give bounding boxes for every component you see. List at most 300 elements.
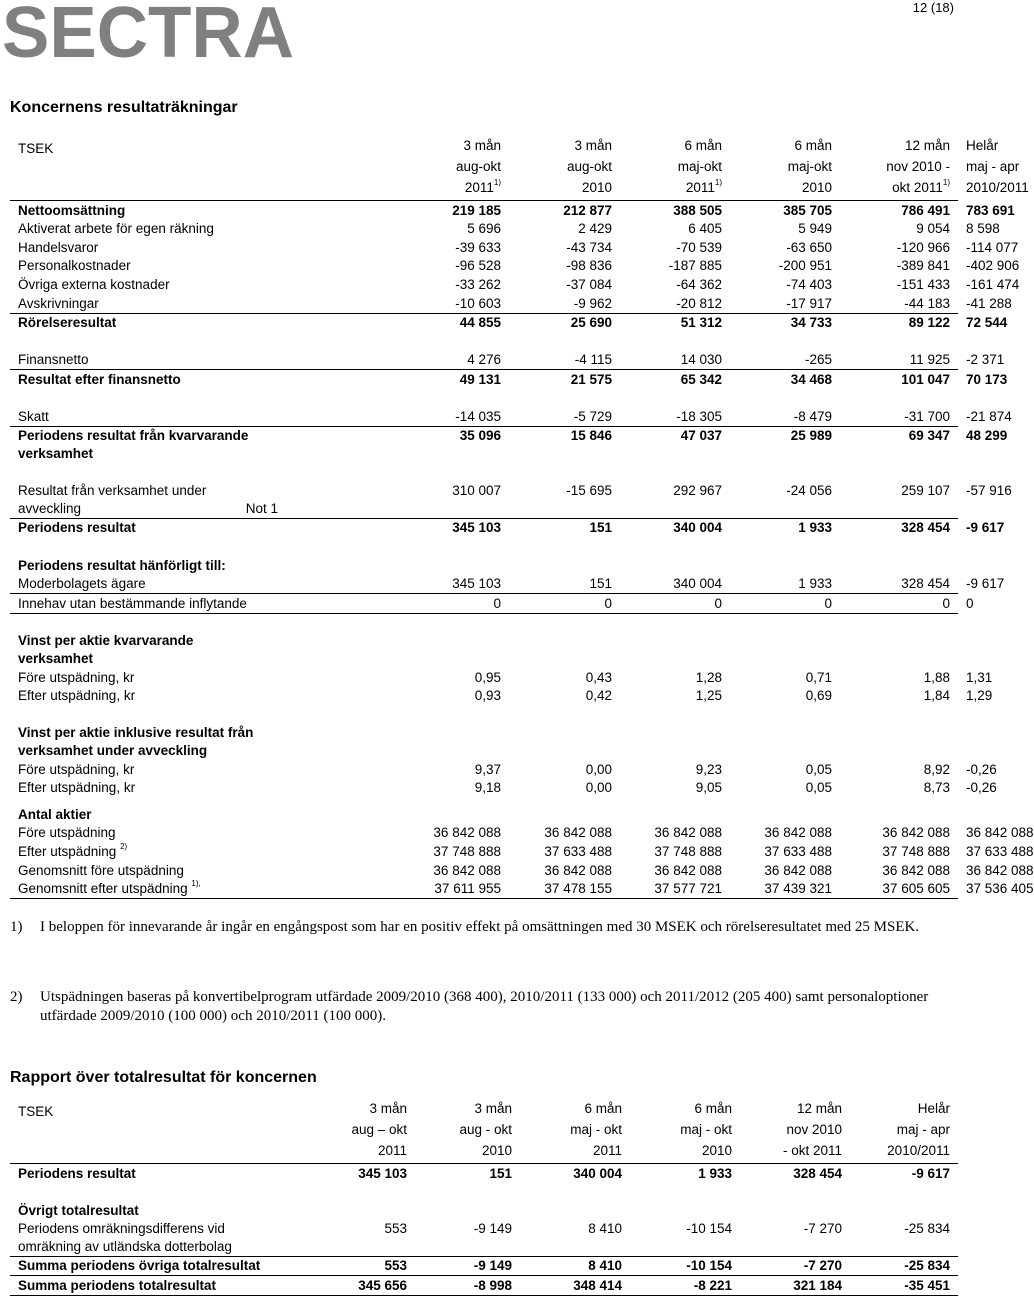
footnote-ref: 2) xyxy=(120,842,128,852)
column-header xyxy=(630,1100,740,1121)
value-cell: 1 933 xyxy=(730,575,840,594)
spacer-cell xyxy=(10,389,958,408)
value-cell: 37 439 321 xyxy=(730,880,840,899)
column-header-text: aug-okt xyxy=(566,159,612,174)
spacer-cell xyxy=(286,427,398,464)
unit-label: TSEK xyxy=(18,1104,54,1119)
row-label-text: Moderbolagets ägare xyxy=(18,576,146,592)
spacer-cell xyxy=(286,179,398,201)
column-header-text: Helår xyxy=(917,1101,950,1116)
table-row: Avskrivningar -10 603 -9 962 -20 812 -17 917 -44 183 -41 288 xyxy=(10,294,958,313)
row-label-text: Periodens omräkningsdifferens vid xyxy=(18,1220,225,1236)
column-header-text: maj-okt xyxy=(787,159,832,174)
table-row xyxy=(10,1256,958,1276)
row-label xyxy=(10,257,286,276)
value-cell: 49 131 xyxy=(459,371,501,387)
column-header-text: 3 mån xyxy=(574,138,612,153)
row-label-text: Summa periodens övriga totalresultat xyxy=(18,1258,261,1274)
column-header-text: nov 2010 - xyxy=(886,159,950,174)
value-cell: 36 842 088 xyxy=(654,862,722,878)
column-header-text: 6 mån xyxy=(794,138,832,153)
column-header xyxy=(620,179,730,201)
table-row xyxy=(10,724,958,760)
row-label xyxy=(10,1256,308,1276)
header-spacer xyxy=(10,179,286,201)
value-cell: 0,05 xyxy=(805,761,832,777)
row-label xyxy=(10,1220,308,1257)
sectra-logo xyxy=(2,0,294,73)
value-cell: 345 103 xyxy=(398,575,509,594)
value-cell: -43 734 xyxy=(566,239,612,255)
row-label xyxy=(10,842,286,861)
column-header-text: 2010/2011 xyxy=(966,180,1029,195)
row-label xyxy=(10,275,286,294)
row-label-text: Periodens resultat xyxy=(18,520,136,536)
column-header-text: 3 mån xyxy=(369,1101,407,1116)
value-cell: 8,73 xyxy=(923,780,950,796)
value-cell: 0,71 xyxy=(805,669,832,685)
value-cell: 11 925 xyxy=(840,351,958,370)
value-cell: 25 989 xyxy=(790,428,832,444)
value-cell: 9,05 xyxy=(695,780,722,796)
table-row: Resultat efter finansnetto 49 131 21 575 65 342 34 468 101 047 70 173 xyxy=(10,370,958,389)
footnote-2 xyxy=(10,988,950,1026)
column-header-text: aug - okt xyxy=(459,1122,512,1137)
footnote-1 xyxy=(10,918,950,937)
spacer-cell xyxy=(286,824,398,843)
value-cell: 786 491 xyxy=(901,202,950,218)
value-cell: 89 122 xyxy=(908,315,950,331)
value-cell: 553 xyxy=(308,1256,415,1276)
spacer-row xyxy=(10,463,958,482)
value-cell: -96 528 xyxy=(455,258,501,274)
row-label-text: Övrigt totalresultat xyxy=(18,1202,139,1218)
row-label xyxy=(10,805,958,824)
value-cell: -20 812 xyxy=(620,294,730,313)
value-cell: -7 270 xyxy=(740,1220,850,1257)
table-row: Resultat från verksamhet under avveckling Not 1 310 007 -15 695 292 967 -24 056 259 107 -57 916 xyxy=(10,482,958,519)
value-cell: -8 998 xyxy=(415,1276,520,1296)
spacer-cell xyxy=(286,201,398,220)
value-cell: 37 478 155 xyxy=(509,880,620,899)
column-header-text: 3 mån xyxy=(463,138,501,153)
table-row xyxy=(10,1276,958,1296)
value-cell: -9 149 xyxy=(415,1256,520,1276)
value-cell: 8,92 xyxy=(923,761,950,777)
spacer-cell xyxy=(286,351,398,370)
value-cell: 0,69 xyxy=(805,688,832,704)
header-row xyxy=(10,1100,958,1121)
value-cell: -18 305 xyxy=(620,408,730,427)
header-row xyxy=(10,1142,958,1164)
column-header xyxy=(620,137,730,158)
row-label-text: Nettoomsättning xyxy=(18,202,126,218)
row-label-text-2: verksamhet under avveckling xyxy=(18,743,208,759)
column-header xyxy=(415,1100,520,1121)
row-label-text: Efter utspädning, kr xyxy=(18,688,136,704)
footnote-ref: 1) xyxy=(714,178,722,187)
value-cell: -9 149 xyxy=(415,1220,520,1257)
value-cell: -265 xyxy=(730,351,840,370)
row-label xyxy=(10,238,286,257)
value-cell: 328 454 xyxy=(840,575,958,594)
value-cell: 151 xyxy=(589,520,612,536)
value-cell: 35 096 xyxy=(459,428,501,444)
spacer-cell xyxy=(10,797,958,805)
column-header-text: maj - apr xyxy=(896,1122,950,1137)
column-header xyxy=(840,179,958,201)
value-cell: 0,05 xyxy=(805,780,832,796)
column-header-text: aug-okt xyxy=(455,159,501,174)
value-cell: 37 577 721 xyxy=(620,880,730,899)
table-row xyxy=(10,805,958,824)
column-header-text: 2010 xyxy=(801,180,832,195)
value-cell: 8 410 xyxy=(520,1256,630,1276)
value-cell: 1,28 xyxy=(695,669,722,685)
row-label xyxy=(10,351,286,370)
value-cell: 36 842 088 xyxy=(882,825,950,841)
value-cell: -9 617 xyxy=(911,1165,950,1181)
column-header-text: - okt 2011 xyxy=(782,1143,842,1158)
value-cell: 36 842 088 xyxy=(433,825,501,841)
value-cell: 37 633 488 xyxy=(764,844,832,860)
column-header-text: 2011 xyxy=(592,1143,622,1158)
table-row: Personalkostnader -96 528 -98 836 -187 885 -200 951 -389 841 -402 906 xyxy=(10,257,958,276)
column-header xyxy=(398,179,509,201)
spacer-cell xyxy=(10,537,958,556)
value-cell: 101 047 xyxy=(901,371,950,387)
column-header-text: 3 mån xyxy=(474,1101,512,1116)
header-row xyxy=(10,179,958,201)
row-label xyxy=(10,370,286,389)
row-label-text: Vinst per aktie kvarvarande xyxy=(18,633,194,649)
value-cell: 5 696 xyxy=(467,221,501,237)
value-cell: 0,00 xyxy=(585,780,612,796)
value-cell: -17 917 xyxy=(730,294,840,313)
spacer-cell xyxy=(286,482,398,519)
value-cell: 151 xyxy=(489,1165,512,1181)
column-header-text: 2010/2011 xyxy=(887,1143,950,1158)
spacer-cell xyxy=(286,779,398,798)
value-cell: 2 429 xyxy=(578,221,612,237)
spacer-cell xyxy=(286,668,398,687)
value-cell: 4 276 xyxy=(398,351,509,370)
column-header xyxy=(740,1100,850,1121)
column-header xyxy=(840,137,958,158)
spacer-cell xyxy=(286,408,398,427)
value-cell: 36 842 088 xyxy=(544,862,612,878)
value-cell: 553 xyxy=(308,1220,415,1257)
column-header-text: maj - apr xyxy=(966,159,1020,174)
row-label-text: Vinst per aktie inklusive resultat från xyxy=(18,725,254,741)
value-cell: -9 962 xyxy=(509,294,620,313)
row-label xyxy=(10,779,286,798)
column-header-text: Helår xyxy=(966,138,999,153)
row-label-text: Resultat från verksamhet under xyxy=(18,482,207,498)
value-cell: 340 004 xyxy=(620,575,730,594)
row-label-text: Periodens resultat hänförligt till: xyxy=(18,557,226,573)
spacer-cell xyxy=(10,613,958,632)
row-label-text: Genomsnitt före utspädning xyxy=(18,862,184,878)
spacer-cell xyxy=(286,158,398,179)
table-row: Innehav utan bestämmande inflytande 0 0 0 0 0 0 xyxy=(10,594,958,614)
value-cell: -8 479 xyxy=(730,408,840,427)
spacer-cell xyxy=(10,705,958,724)
value-cell: 0 xyxy=(509,594,620,614)
column-header xyxy=(415,1121,520,1142)
column-header xyxy=(630,1142,740,1164)
spacer-cell xyxy=(286,594,398,614)
value-cell: 345 103 xyxy=(358,1165,407,1181)
spacer-cell xyxy=(10,1183,958,1202)
value-cell: 9 054 xyxy=(916,221,950,237)
value-cell: 328 454 xyxy=(901,520,950,536)
value-cell: 36 842 088 xyxy=(654,825,722,841)
column-header-text: 2011 xyxy=(464,180,494,195)
row-label xyxy=(10,201,286,220)
value-cell: 385 705 xyxy=(783,202,832,218)
spacer-cell xyxy=(286,861,398,880)
footnote-ref: 1), xyxy=(191,879,201,889)
table-row: Periodens resultat 345 103 151 340 004 1 933 328 454 -9 617 xyxy=(10,518,958,537)
header-row xyxy=(10,158,958,179)
table-row: Övriga externa kostnader -33 262 -37 084 -64 362 -74 403 -151 433 -161 474 xyxy=(10,275,958,294)
row-label-text: Före utspädning, kr xyxy=(18,761,135,777)
row-label xyxy=(10,482,286,519)
spacer-cell xyxy=(286,575,398,594)
table-row: Skatt -14 035 -5 729 -18 305 -8 479 -31 700 -21 874 xyxy=(10,408,958,427)
row-label xyxy=(10,632,958,668)
column-header xyxy=(509,158,620,179)
row-label-text-2: avveckling xyxy=(18,500,82,516)
row-label-text: Skatt xyxy=(18,409,49,425)
column-header-text: maj - okt xyxy=(570,1122,622,1137)
column-header xyxy=(630,1121,740,1142)
value-cell: 0 xyxy=(730,594,840,614)
column-header xyxy=(740,1121,850,1142)
column-header xyxy=(415,1142,520,1164)
value-cell: -151 433 xyxy=(896,276,950,292)
spacer-row xyxy=(10,537,958,556)
value-cell: -70 539 xyxy=(676,239,722,255)
column-header xyxy=(850,1100,958,1121)
row-label xyxy=(10,427,286,464)
table-row: Moderbolagets ägare 345 103 151 340 004 1 933 328 454 -9 617 xyxy=(10,575,958,594)
row-label xyxy=(10,687,286,706)
column-header xyxy=(620,158,730,179)
value-cell: -24 056 xyxy=(730,482,840,519)
table-row: Efter utspädning, kr 9,18 0,00 9,05 0,05 8,73 -0,26 xyxy=(10,779,958,798)
value-cell: -35 451 xyxy=(850,1276,958,1296)
value-cell: -63 650 xyxy=(786,239,832,255)
value-cell: -39 633 xyxy=(455,239,501,255)
row-label-text: Summa periodens totalresultat xyxy=(18,1277,217,1293)
spacer-cell xyxy=(10,463,958,482)
row-label-text-2: verksamhet xyxy=(18,651,94,667)
comprehensive-income-title: Rapport över totalresultat för koncernen xyxy=(10,1069,317,1086)
value-cell: 14 030 xyxy=(620,351,730,370)
logo-text: SECTRA xyxy=(2,0,294,73)
row-label xyxy=(10,724,958,760)
value-cell: 47 037 xyxy=(680,428,722,444)
value-cell: -187 885 xyxy=(668,258,722,274)
value-cell: 219 185 xyxy=(452,202,501,218)
value-cell: 1 933 xyxy=(798,520,832,536)
spacer-cell xyxy=(286,275,398,294)
column-header xyxy=(308,1142,415,1164)
row-label-text: Rörelseresultat xyxy=(18,315,117,331)
spacer-cell xyxy=(286,313,398,332)
value-cell: 0 xyxy=(398,594,509,614)
value-cell: -10 603 xyxy=(398,294,509,313)
column-header-text: 2010 xyxy=(701,1143,732,1158)
row-label-text-2: omräkning av utländska dotterbolag xyxy=(18,1238,232,1254)
column-header-text: aug – okt xyxy=(351,1122,407,1137)
spacer-cell xyxy=(286,687,398,706)
spacer-row xyxy=(10,797,958,805)
value-cell: -44 183 xyxy=(840,294,958,313)
value-cell: -37 084 xyxy=(566,276,612,292)
header-row xyxy=(10,1121,958,1142)
value-cell: 34 733 xyxy=(790,315,832,331)
footnote-number: 1) xyxy=(10,919,23,935)
column-header xyxy=(850,1142,958,1164)
value-cell: 37 633 488 xyxy=(544,844,612,860)
column-header xyxy=(730,179,840,201)
row-label-text: Innehav utan bestämmande inflytande xyxy=(18,595,247,611)
spacer-row xyxy=(10,389,958,408)
value-cell: 0 xyxy=(840,594,958,614)
value-cell: 0,00 xyxy=(585,761,612,777)
row-label xyxy=(10,518,286,537)
value-cell: -8 221 xyxy=(630,1276,740,1296)
value-cell: -98 836 xyxy=(566,258,612,274)
column-header xyxy=(398,158,509,179)
row-label xyxy=(10,294,286,313)
column-header-text: 12 mån xyxy=(796,1101,842,1116)
value-cell: 9,23 xyxy=(695,761,722,777)
row-label-text: Övriga externa kostnader xyxy=(18,276,170,292)
value-cell: 69 347 xyxy=(908,428,950,444)
footnote-ref: 1) xyxy=(493,178,501,187)
row-label xyxy=(10,824,286,843)
value-cell: 340 004 xyxy=(573,1165,622,1181)
spacer-cell xyxy=(286,518,398,537)
value-cell: 1 933 xyxy=(698,1165,732,1181)
table-row xyxy=(10,556,958,575)
row-label-text: Personalkostnader xyxy=(18,258,131,274)
row-label-text: Aktiverat arbete för egen räkning xyxy=(18,221,214,237)
value-cell: -7 270 xyxy=(740,1256,850,1276)
value-cell: -4 115 xyxy=(509,351,620,370)
table-row: Handelsvaror -39 633 -43 734 -70 539 -63 650 -120 966 -114 077 xyxy=(10,238,958,257)
spacer-row xyxy=(10,332,958,351)
row-label-text: Avskrivningar xyxy=(18,295,99,311)
column-header xyxy=(308,1121,415,1142)
column-header-text: okt 2011 xyxy=(892,180,943,195)
unit-label: TSEK xyxy=(18,141,54,156)
row-label-text: Handelsvaror xyxy=(18,239,99,255)
row-label xyxy=(10,575,286,594)
table-row xyxy=(10,1201,958,1220)
table-row: Efter utspädning, kr 0,93 0,42 1,25 0,69 1,84 1,29 xyxy=(10,687,958,706)
value-cell: 36 842 088 xyxy=(544,825,612,841)
value-cell: 37 748 888 xyxy=(433,844,501,860)
value-cell: -14 035 xyxy=(398,408,509,427)
row-label-text: Efter utspädning xyxy=(18,844,117,860)
value-cell: 21 575 xyxy=(570,371,612,387)
row-label-text-2: verksamhet xyxy=(18,446,94,462)
value-cell: -25 834 xyxy=(850,1256,958,1276)
column-header xyxy=(398,137,509,158)
value-cell: 5 949 xyxy=(798,221,832,237)
value-cell: 51 312 xyxy=(680,315,722,331)
row-label-text: Periodens resultat xyxy=(18,1165,136,1181)
row-label-text: Efter utspädning, kr xyxy=(18,780,136,796)
income-statement-title: Koncernens resultaträkningar xyxy=(10,99,238,116)
value-cell: 37 748 888 xyxy=(882,844,950,860)
value-cell: 340 004 xyxy=(673,520,722,536)
value-cell: 345 656 xyxy=(308,1276,415,1296)
column-header xyxy=(509,137,620,158)
value-cell: -120 966 xyxy=(896,239,950,255)
row-label-text: Genomsnitt efter utspädning xyxy=(18,881,188,897)
row-label-text: Periodens resultat från kvarvarande xyxy=(18,428,249,444)
value-cell: 310 007 xyxy=(398,482,509,519)
value-cell: 345 103 xyxy=(452,520,501,536)
table-row: Före utspädning 36 842 088 36 842 088 36 842 088 36 842 088 36 842 088 36 842 088 xyxy=(10,824,958,843)
value-cell: 0 xyxy=(620,594,730,614)
column-header xyxy=(730,137,840,158)
value-cell: 212 877 xyxy=(563,202,612,218)
page-number: 12 (18) xyxy=(912,0,954,15)
value-cell: 1,25 xyxy=(695,688,722,704)
spacer-row xyxy=(10,1183,958,1202)
row-label xyxy=(10,1276,308,1296)
table-row xyxy=(10,1164,958,1183)
column-header-text: 2010 xyxy=(481,1143,512,1158)
value-cell: -64 362 xyxy=(676,276,722,292)
row-label-text: Resultat efter finansnetto xyxy=(18,371,181,387)
spacer-cell xyxy=(10,332,958,351)
value-cell: 8 410 xyxy=(520,1220,630,1257)
row-label xyxy=(10,1201,958,1220)
row-label-text: Före utspädning, kr xyxy=(18,669,135,685)
column-header xyxy=(308,1100,415,1121)
column-header-text: nov 2010 xyxy=(786,1122,842,1137)
value-cell: 0,42 xyxy=(585,688,612,704)
column-header-text: maj - okt xyxy=(680,1122,732,1137)
row-label xyxy=(10,220,286,239)
value-cell: 37 611 955 xyxy=(398,880,509,899)
column-header-text: maj-okt xyxy=(677,159,722,174)
value-cell: 1,88 xyxy=(923,669,950,685)
column-header xyxy=(740,1142,850,1164)
spacer-row xyxy=(10,613,958,632)
value-cell: -5 729 xyxy=(509,408,620,427)
row-label xyxy=(10,760,286,779)
spacer-cell xyxy=(286,137,398,158)
table-row xyxy=(10,632,958,668)
column-header xyxy=(840,158,958,179)
value-cell: 36 842 088 xyxy=(433,862,501,878)
table-row: Före utspädning, kr 9,37 0,00 9,23 0,05 8,92 -0,26 xyxy=(10,760,958,779)
table-row: Finansnetto 4 276 -4 115 14 030 -265 11 925 -2 371 xyxy=(10,351,958,370)
value-cell: 328 454 xyxy=(793,1165,842,1181)
column-header-text: 2010 xyxy=(581,180,612,195)
row-label xyxy=(10,556,958,575)
value-cell: 348 414 xyxy=(520,1276,630,1296)
